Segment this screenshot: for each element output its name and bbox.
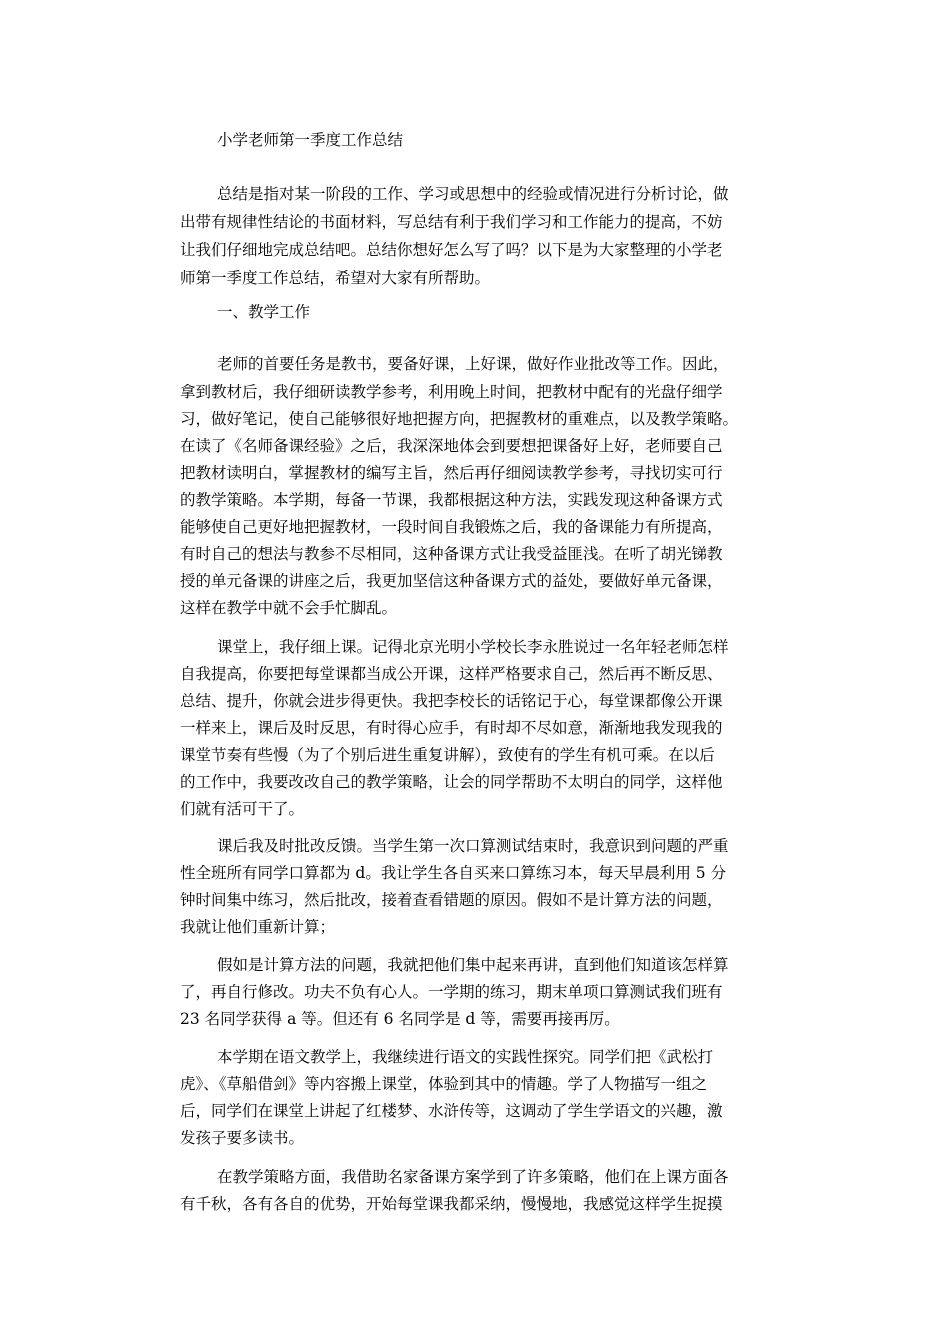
body-line: 拿到教材后，我仔细研读教学参考，利用晚上时间，把教材中配有的光盘仔细学 bbox=[180, 383, 723, 401]
body-line: 有千秋，各有各自的优势，开始每堂课我都采纳，慢慢地，我感觉这样学生捉摸 bbox=[180, 1195, 723, 1213]
body-line: 出带有规律性结论的书面材料，写总结有利于我们学习和工作能力的提高，不妨 bbox=[180, 213, 723, 231]
body-line: 们就有活可干了。 bbox=[180, 800, 305, 818]
body-line: 课堂节奏有些慢（为了个别后进生重复讲解），致使有的学生有机可乘。在以后 bbox=[180, 746, 715, 764]
body-line: 让我们仔细地完成总结吧。总结你想好怎么写了吗？以下是为大家整理的小学老 bbox=[180, 241, 723, 259]
body-line: 老师的首要任务是教书，要备好课，上好课，做好作业批改等工作。因此， bbox=[217, 355, 729, 373]
body-line: 23 名同学获得 a 等。但还有 6 名同学是 d 等，需要再接再厉。 bbox=[180, 1010, 620, 1028]
body-line: 这样在教学中就不会手忙脚乱。 bbox=[180, 599, 398, 617]
body-line: 发孩子要多读书。 bbox=[180, 1129, 305, 1147]
body-line: 课堂上，我仔细上课。记得北京光明小学校长李永胜说过一名年轻老师怎样 bbox=[217, 638, 729, 656]
body-line: 有时自己的想法与教参不尽相同，这种备课方式让我受益匪浅。在听了胡光锑教 bbox=[180, 545, 723, 563]
body-line: 师第一季度工作总结，希望对大家有所帮助。 bbox=[180, 269, 491, 287]
body-line: 性全班所有同学口算都为 d。我让学生各自买来口算练习本，每天早晨利用 5 分 bbox=[180, 864, 727, 882]
body-line: 后，同学们在课堂上讲起了红楼梦、水浒传等，这调动了学生学语文的兴趣，激 bbox=[180, 1102, 723, 1120]
body-line: 的工作中，我要改改自己的教学策略，让会的同学帮助不太明白的同学，这样他 bbox=[180, 773, 723, 791]
body-line: 一样来上，课后及时反思，有时得心应手，有时却不尽如意，渐渐地我发现我的 bbox=[180, 719, 723, 737]
body-line: 把教材读明白，掌握教材的编写主旨，然后再仔细阅读教学参考，寻找切实可行 bbox=[180, 464, 723, 482]
document-title: 小学老师第一季度工作总结 bbox=[217, 131, 404, 149]
body-line: 自我提高，你要把每堂课都当成公开课，这样严格要求自己，然后再不断反思、 bbox=[180, 665, 723, 683]
body-line: 总结是指对某一阶段的工作、学习或思想中的经验或情况进行分析讨论，做 bbox=[217, 185, 729, 203]
body-line: 授的单元备课的讲座之后，我更加坚信这种备课方式的益处，要做好单元备课， bbox=[180, 572, 723, 590]
body-line: 在教学策略方面，我借助名家备课方案学到了许多策略，他们在上课方面各 bbox=[217, 1168, 729, 1186]
body-line: 在读了《名师备课经验》之后，我深深地体会到要想把课备好上好，老师要自己 bbox=[180, 437, 723, 455]
section-heading: 一、教学工作 bbox=[217, 303, 311, 321]
body-line: 课后我及时批改反馈。当学生第一次口算测试结束时，我意识到问题的严重 bbox=[217, 837, 729, 855]
body-line: 能够使自己更好地把握教材，一段时间自我锻炼之后，我的备课能力有所提高， bbox=[180, 518, 723, 536]
body-line: 的教学策略。本学期，每备一节课，我都根据这种方法，实践发现这种备课方式 bbox=[180, 491, 723, 509]
body-line: 习，做好笔记，使自己能够很好地把握方向，把握教材的重难点，以及教学策略。 bbox=[180, 410, 739, 428]
body-line: 本学期在语文教学上，我继续进行语文的实践性探究。同学们把《武松打 bbox=[217, 1048, 714, 1066]
body-line: 虎》、《草船借剑》等内容搬上课堂，体验到其中的情趣。学了人物描写一组之 bbox=[180, 1075, 708, 1093]
body-line: 我就让他们重新计算； bbox=[180, 918, 336, 936]
body-line: 钟时间集中练习，然后批改，接着查看错题的原因。假如不是计算方法的问题， bbox=[180, 891, 723, 909]
body-line: 假如是计算方法的问题，我就把他们集中起来再讲，直到他们知道该怎样算 bbox=[217, 956, 729, 974]
body-line: 总结、提升，你就会进步得更快。我把李校长的话铭记于心，每堂课都像公开课 bbox=[180, 692, 723, 710]
body-line: 了，再自行修改。功夫不负有心人。一学期的练习，期末单项口算测试我们班有 bbox=[180, 983, 723, 1001]
